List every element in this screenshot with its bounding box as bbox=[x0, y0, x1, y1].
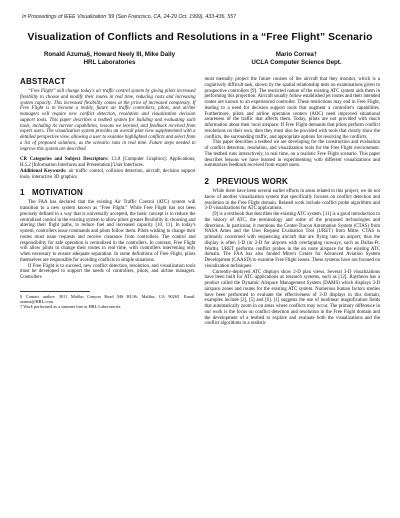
cr-categories-text: I.3.8 [Computer Graphics]: Applications; H.5.2 [Information Interfaces and Presentation]:User Interfaces. bbox=[20, 157, 196, 168]
motivation-heading bbox=[20, 188, 196, 197]
author-group-hrl bbox=[26, 51, 193, 67]
previous-work-title: PREVIOUS WORK bbox=[216, 177, 288, 186]
cr-categories-label: CR Categories and Subject Descriptors: bbox=[20, 157, 109, 163]
previous-work-paragraph-3: Currently-deployed ATC displays show 2-D plan views. Several 3-D visualizations have been built for ATC applications as research systems, such as [12]. Raytheon has a product called the Dynamic Airspace Management System (DAMS) which displays 3-D airspace zones and routes for the existing ATC system. Numerous human factors studies have been performed to evaluate the effectiveness of 3-D displays in this domain; examples include [2], [5] and [6]. [1] suggests the use of nonlinear magnification fields that automatically zoom in on areas where conflicts may occur. The primary difference in our work is the focus on conflict detection and resolution in the Free Flight domain and the development of a testbed to explore and evaluate both the visualizations and the conflict algorithms in a realistic bbox=[204, 269, 380, 327]
keywords-text: air traffic control, collision detection, aircraft, decision support tools, interactive 3D graphics bbox=[20, 168, 196, 180]
cr-categories bbox=[20, 157, 196, 169]
footnote-contact: § Contact author: 3011 Malibu Canyon Road MS RL96; Malibu, CA 90265. Email: azuma@HRL.com bbox=[20, 293, 196, 304]
previous-work-heading bbox=[205, 177, 381, 186]
two-column-body bbox=[20, 77, 380, 327]
running-header: In Proceedings of IEEE Visualization '99 (San Francisco, CA, 24-29 Oct. 1999), 433-436, 557 bbox=[22, 14, 236, 20]
author-names-hrl: Ronald Azuma§, Howard Neely III, Mike Daily bbox=[43, 51, 176, 58]
motivation-title: MOTIVATION bbox=[32, 188, 84, 198]
keywords-label: Additional Keywords: bbox=[20, 168, 67, 174]
abstract-text: “Free Flight” will change today's air traffic control system by giving pilots increased flexibility to choose and modify their routes in real time, reducing costs and increasing system capacity. This increased flexibility comes at the price of increased complexity. If Free Flight is to become a reality, future air traffic controllers, pilots, and airline managers will require new conflict detection, resolution and visualization decision support tools. This paper describes a testbed system for building and evaluating such tools, including its current capabilities, lessons we learned, and feedback received from expert users. The visualization system provides an overall plan view supplemented with a detailed perspective view, allowing a user to examine highlighted conflicts and select from a list of proposed solutions, as the scenario runs in real time. Future steps needed to improve this system are described. bbox=[20, 89, 196, 152]
motivation-paragraph-2: If Free Flight is to succeed, new conflict detection, resolution, and visualization tools must be developed to support the needs of controllers, pilots, and airline managers. Controllers bbox=[20, 263, 196, 280]
previous-work-number: 2 bbox=[204, 177, 210, 186]
paper-title: Visualization of Conflicts and Resolutions in a “Free Flight” Scenario bbox=[27, 32, 373, 43]
previous-work-paragraph-1: While there have been several earlier efforts in areas related to this project, we do not know of another visualization system that specifically focuses on conflict detection and resolution in the Free Flight domain. Related work include conflict probe algorithms and 3-D visualizations for ATC applications. bbox=[204, 189, 380, 212]
motivation-number: 1 bbox=[20, 188, 25, 198]
previous-work-paragraph-2: [9] is a textbook that describes the existing ATC system. [11] is a good introduction to the history of ATC, the terminology and some of the proposed technologies and directions. In particular, it mentions the Center-Tracon Automation System (CTAS) from NASA Ames and the User Request Evaluation Tool (URET) from Mitre. CTAS is primarily concerned with sequencing aircraft that are flying into an airport; thus the display is often 1-D (or 2-D for airports with overlapping runways, such as Dallas-Ft. Worth). URET performs conflict probes in the en route airspace for the existing ATC domain. The FAA has also funded Mitre's Center for Advanced Aviation System Development (CAASD) to examine Free Flight issues. These systems have not focused on visualization techniques. bbox=[204, 212, 380, 269]
left-column bbox=[20, 77, 196, 327]
footnote-summer-hire: † Work performed as a summer hire at HRL Laboratories bbox=[20, 304, 121, 310]
motivation-paragraph-3: must mentally project the future courses of the aircraft that they monitor, which is a cognitively difficult task, shown by the spatial relationship tests on examinations given to prospective controllers [9]. The restricted nature of the existing ATC system aids them in performing this projection. Aircraft usually follow established jet routes and their intended routes are known to an experienced controller. These restrictions may end in Free Flight, leading to a need for decision support tools that augment a controller's capabilities. Furthermore, pilots and airline operation centers (AOC) need improved situational awareness of the traffic that affects them. Today, pilots are not provided with much information about their local airspace. If Free Flight demands that pilots perform conflict resolutions on their own, then they must also be provided with tools that clearly show the conflicts, the surrounding traffic, and appropriate options for resolving the conflicts. bbox=[204, 77, 380, 140]
footnote-divider bbox=[20, 291, 90, 292]
motivation-paragraph-4: This paper describes a testbed we are developing for the construction and evaluation of conflict detection, resolution, and visualization tools for the Free Flight environment. The testbed runs interactively, in real time, on a realistic Free Flight scenario. This paper describes lessons we have learned in experimenting with different visualizations and summarizes feedback received from expert users. bbox=[204, 140, 380, 169]
author-block bbox=[20, 51, 380, 67]
motivation-paragraph-1: The FAA has declared that the existing Air Traffic Control (ATC) system will transition to a new system known as “Free Flight.” While Free Flight has not been precisely defined in a way that is universally accepted, the basic concept is to reduce the centralized control in the existing system to allow pilots greater flexibility in choosing and altering their flight paths, to reduce fuel and increased capacity [10, 11]. In today's system, controllers issue commands and pilots follow them. Pilots wishing to change their routes must issue requests and receive clearance from controllers. The control and responsibility for safe operation is centralized in the controllers. In contrast, Free Flight will allow pilots to change their routes in real time, with controllers intervening only when necessary to ensure adequate separation. In some definitions of Free Flight, pilots themselves are responsible for avoiding conflicts in simple situations. bbox=[20, 200, 196, 263]
author-group-ucla bbox=[213, 51, 380, 67]
author-affiliation-hrl: HRL Laboratories bbox=[83, 59, 136, 66]
keywords bbox=[20, 169, 196, 181]
right-column bbox=[205, 77, 381, 327]
abstract-heading: ABSTRACT bbox=[20, 77, 66, 86]
abstract-section bbox=[20, 77, 196, 152]
author-name-ucla: Mario Correa† bbox=[275, 51, 318, 58]
author-affiliation-ucla: UCLA Computer Science Dept. bbox=[251, 59, 342, 66]
